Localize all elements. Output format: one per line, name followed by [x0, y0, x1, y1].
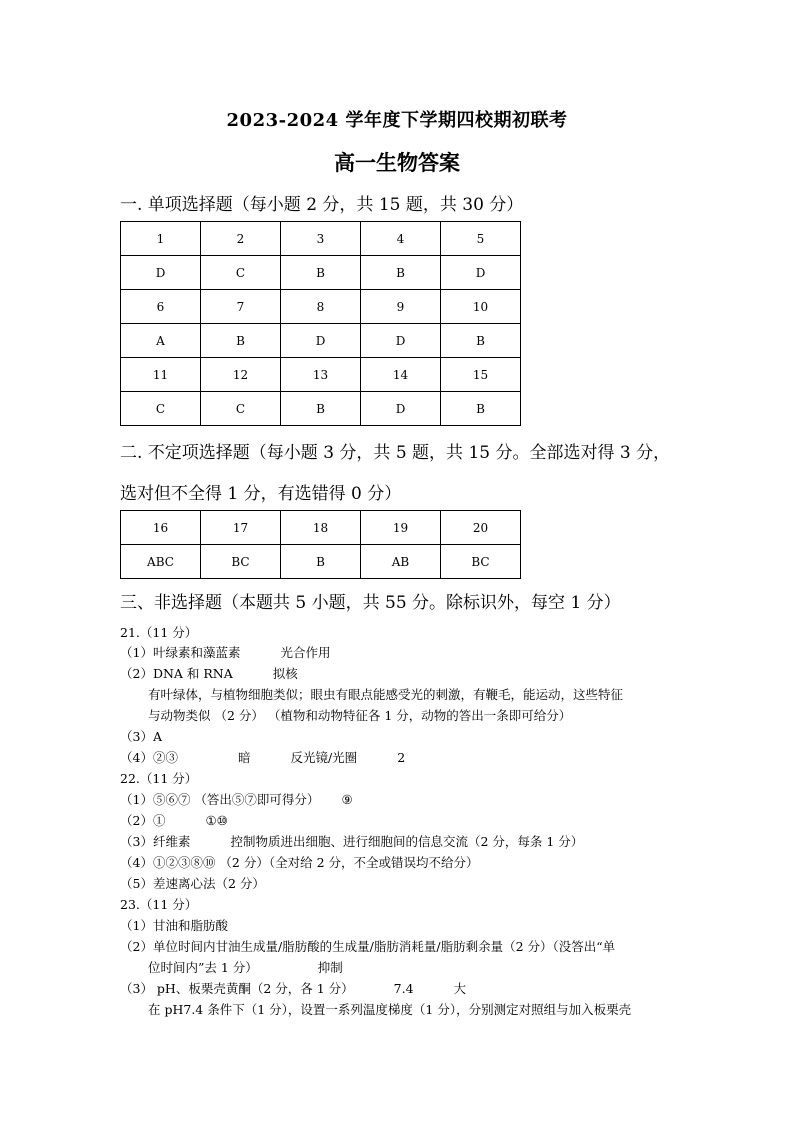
section1-row	[121, 324, 521, 358]
section1-row	[121, 358, 521, 392]
section1-cell: B	[201, 324, 281, 358]
section1-cell: D	[361, 392, 441, 426]
q22-part3-answer-b: 控制物质进出细胞、进行细胞间的信息交流（2 分，每条 1 分）	[230, 834, 584, 849]
q21-part2-answer-b: 拟核	[272, 666, 298, 681]
section2-cell: 16	[121, 511, 201, 545]
section1-row	[121, 256, 521, 290]
section2-heading-line1: 二. 不定项选择题（每小题 3 分，共 5 题，共 15 分。全部选对得 3 分，	[120, 443, 671, 463]
section1-cell: D	[361, 324, 441, 358]
page-title: 2023-2024 学年度下学期四校期初联考	[226, 110, 568, 131]
q21-part3: （3）A	[120, 729, 162, 744]
q22-part1	[120, 792, 353, 808]
section1-cell: 11	[121, 358, 201, 392]
section1-cell: 15	[441, 358, 521, 392]
q22-part2-answer-a: （2）①	[120, 813, 166, 828]
q23-part3-answer-b: 7.4	[393, 981, 414, 996]
q21-part2-answer-a: （2）DNA 和 RNA	[120, 666, 233, 681]
section2-cell: 17	[201, 511, 281, 545]
section1-cell: B	[281, 256, 361, 290]
section1-cell: C	[201, 256, 281, 290]
section1-cell: B	[441, 392, 521, 426]
section2-cell: B	[281, 545, 361, 579]
section1-cell: D	[121, 256, 201, 290]
q23-part3	[120, 981, 466, 997]
section3-heading: 三、非选择题（本题共 5 小题，共 55 分。除标识外，每空 1 分）	[120, 593, 621, 613]
section1-cell: 12	[201, 358, 281, 392]
section1-row	[121, 290, 521, 324]
section1-cell: A	[121, 324, 201, 358]
section2-cell: ABC	[121, 545, 201, 579]
q23-part3-explanation: 在 pH7.4 条件下（1 分），设置一系列温度梯度（1 分），分别测定对照组与加入板栗壳	[148, 1002, 632, 1017]
q23-part2-answer: 抑制	[317, 960, 343, 975]
section2-cell: 20	[441, 511, 521, 545]
section1-cell: 13	[281, 358, 361, 392]
section1-cell: 3	[281, 222, 361, 256]
section1-answer-table	[120, 221, 521, 426]
section1-cell: 8	[281, 290, 361, 324]
q22-part5: （5）差速离心法（2 分）	[120, 876, 265, 891]
section2-heading-line2: 选对但不全得 1 分，有选错得 0 分）	[120, 484, 402, 504]
section1-cell: B	[441, 324, 521, 358]
q21-part4-answer-b: 暗	[237, 750, 251, 765]
q23-heading: 23.（11 分）	[120, 897, 198, 912]
section1-cell: 1	[121, 222, 201, 256]
section2-answer-table	[120, 510, 521, 579]
section2-cell: BC	[441, 545, 521, 579]
section1-row	[121, 222, 521, 256]
q21-part1-answer-b: 光合作用	[280, 645, 331, 660]
q22-part1-answer-b: ⑨	[341, 792, 353, 807]
section1-cell: 6	[121, 290, 201, 324]
q23-part2-line2	[148, 960, 343, 976]
section2-cell: 18	[281, 511, 361, 545]
section2-row	[121, 545, 521, 579]
section1-heading: 一. 单项选择题（每小题 2 分，共 15 题，共 30 分）	[120, 195, 524, 215]
section2-cell: AB	[361, 545, 441, 579]
q21-heading: 21.（11 分）	[120, 625, 198, 640]
q22-part3-answer-a: （3）纤维素	[120, 834, 191, 849]
section2-cell: BC	[201, 545, 281, 579]
section1-cell: 5	[441, 222, 521, 256]
q23-part1: （1）甘油和脂肪酸	[120, 918, 228, 933]
section1-cell: 10	[441, 290, 521, 324]
q21-part4	[120, 750, 405, 766]
q21-part2-explanation-1: 有叶绿体，与植物细胞类似；眼虫有眼点能感受光的刺激，有鞭毛，能运动，这些特征	[148, 687, 624, 702]
section1-cell: 2	[201, 222, 281, 256]
q21-part1-answer-a: （1）叶绿素和藻蓝素	[120, 645, 241, 660]
q21-part2-explanation-2: 与动物类似 （2 分） （植物和动物特征各 1 分，动物的答出一条即可给分）	[148, 708, 572, 723]
q22-part1-answer-a: （1）⑤⑥⑦ （答出⑤⑦即可得分）	[120, 792, 320, 807]
section1-cell: B	[361, 256, 441, 290]
q22-part3	[120, 834, 583, 850]
q22-part2	[120, 813, 228, 829]
q23-part3-answer-c: 大	[453, 981, 467, 996]
q21-part4-answer-c: 反光镜/光圈	[290, 750, 358, 765]
section1-cell: D	[281, 324, 361, 358]
section1-cell: B	[281, 392, 361, 426]
section1-cell: 9	[361, 290, 441, 324]
q23-part3-answer-a: （3） pH、板栗壳黄酮（2 分，各 1 分）	[120, 981, 354, 996]
q21-part1	[120, 645, 330, 661]
q22-heading: 22.（11 分）	[120, 771, 198, 786]
q22-part4: （4）①②③⑧⑩ （2 分）（全对给 2 分，不全或错误均不给分）	[120, 855, 479, 870]
section1-cell: 14	[361, 358, 441, 392]
section1-cell: D	[441, 256, 521, 290]
section1-row	[121, 392, 521, 426]
q21-part2	[120, 666, 298, 682]
q23-part2-line1: （2）单位时间内甘油生成量/脂肪酸的生成量/脂肪消耗量/脂肪剩余量（2 分）（没答出“单	[120, 939, 616, 954]
section2-cell: 19	[361, 511, 441, 545]
section1-cell: 7	[201, 290, 281, 324]
q22-part2-answer-b: ①⑩	[205, 813, 228, 828]
q23-part2-note: 位时间内”去 1 分）	[148, 960, 258, 975]
page-subtitle: 高一生物答案	[334, 150, 460, 175]
q21-part4-answer-d: 2	[397, 750, 406, 765]
section2-row	[121, 511, 521, 545]
section1-cell: C	[121, 392, 201, 426]
section1-cell: C	[201, 392, 281, 426]
section1-cell: 4	[361, 222, 441, 256]
q21-part4-answer-a: （4）②③	[120, 750, 178, 765]
